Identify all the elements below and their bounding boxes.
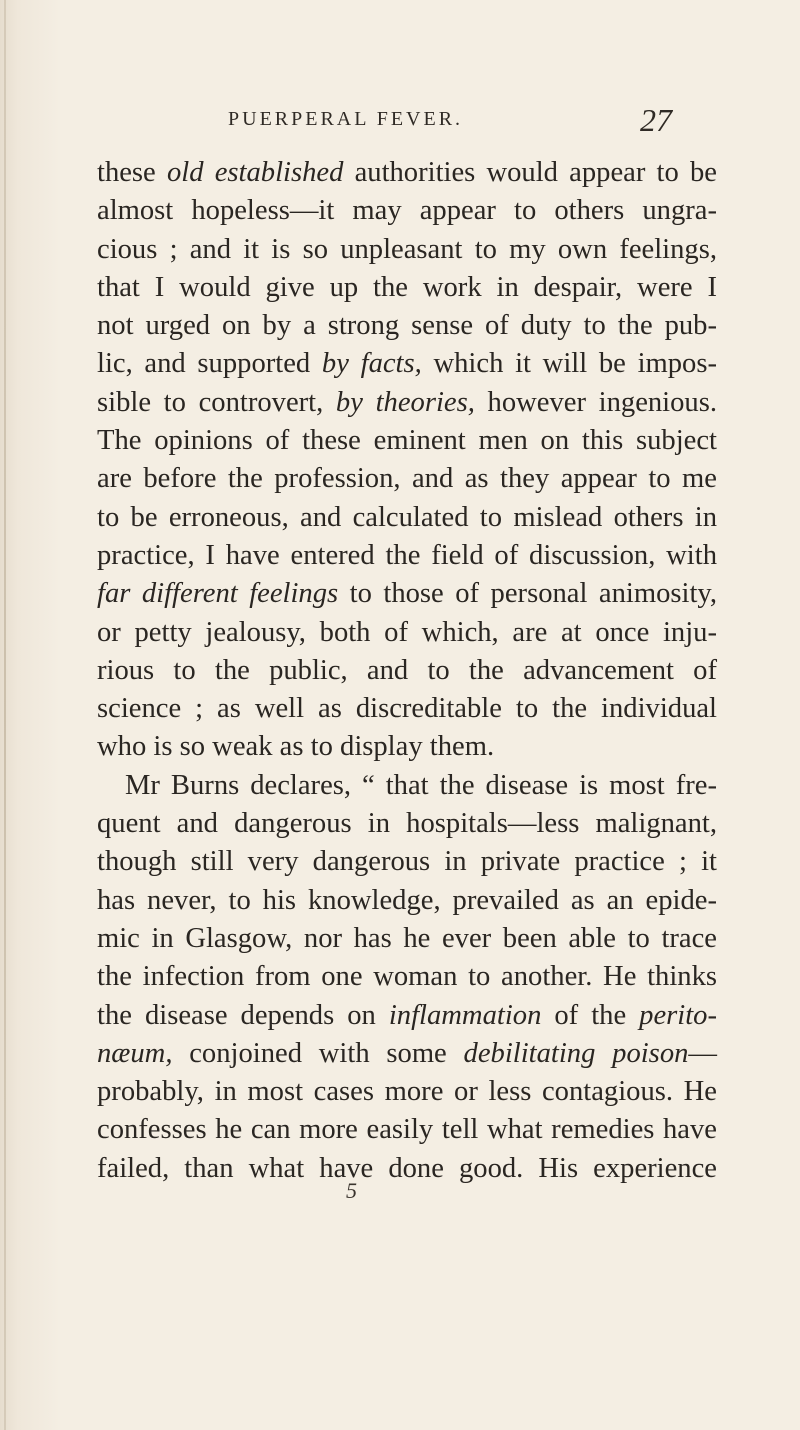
text-line: are before the profession, and as they appear to me [97,463,717,495]
text-line: that I would give up the work in despair, were I [97,271,717,303]
body-text [97,154,717,1188]
text-line: or petty jealousy, both of which, are at once inju- [97,616,717,648]
text-line: failed, than what have done good. His experience [97,1152,717,1184]
text-line: practice, I have entered the field of discussion, with [97,539,717,571]
text-line: not urged on by a strong sense of duty to the pub- [97,310,717,342]
signature-mark: 5 [346,1178,357,1203]
running-head: PUERPERAL FEVER. [228,108,464,130]
binding-gutter [4,0,6,1430]
text-line: mic in Glasgow, nor has he ever been able to trace [97,922,717,954]
text-line: Mr Burns declares, “ that the disease is most fre- [125,769,717,801]
text-line: næum, conjoined with some debilitating poison— [97,1037,718,1069]
text-line: to be erroneous, and calculated to mislead others in [97,501,717,533]
page-header [0,102,800,138]
text-line: these old established authorities would appear to be [97,157,717,188]
text-line: far different feelings to those of personal animosity, [97,578,718,610]
text-line: confesses he can more easily tell what remedies have [97,1114,717,1146]
text-line: lic, and supported by facts, which it will be impos- [97,348,717,380]
text-line: the infection from one woman to another. He thinks [97,961,717,993]
page-number: 27 [640,102,672,138]
text-line: who is so weak as to display them. [97,731,495,763]
text-line: The opinions of these eminent men on this subject [97,425,717,457]
text-line: cious ; and it is so unpleasant to my own feelings, [97,233,717,265]
text-line: sible to controvert, by theories, however ingenious. [97,386,717,418]
text-line: quent and dangerous in hospitals—less malignant, [97,808,717,840]
text-line: rious to the public, and to the advancement of [97,654,717,686]
text-line: the disease depends on inflammation of the perito- [97,999,717,1031]
text-line: though still very dangerous in private practice ; it [97,846,717,878]
text-line: almost hopeless—it may appear to others ungra- [97,195,717,227]
text-line: has never, to his knowledge, prevailed as an epide- [97,884,717,916]
text-line: probably, in most cases more or less contagious. He [97,1076,717,1108]
text-line: science ; as well as discreditable to the individual [97,693,717,725]
